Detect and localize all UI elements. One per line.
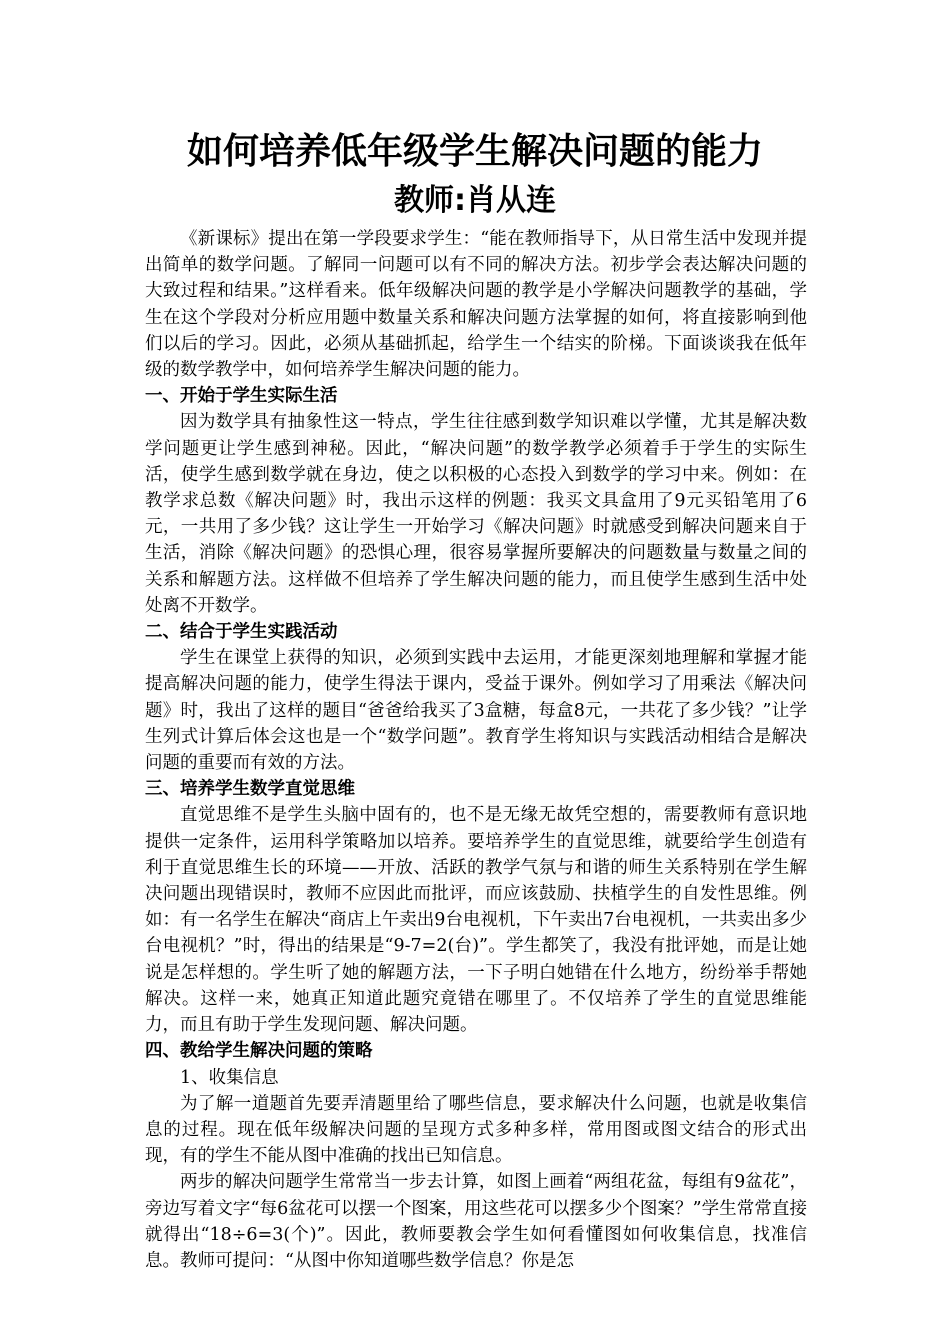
document-body xyxy=(145,226,807,1274)
paragraph: 学生在课堂上获得的知识，必须到实践中去运用，才能更深刻地理解和掌握才能提高解决问题的能力，使学生得法于课内，受益于课外。例如学习了用乘法《解决问题》时，我出了这样的题目“爸爸给我买了3盒糖，每盒8元，一共花了多少钱？”让学生列式计算后体会这也是一个“数学问题”。教育学生将知识与实践活动相结合是解决问题的重要而有效的方法。 xyxy=(145,648,807,774)
section-heading: 二、结合于学生实践活动 xyxy=(145,622,338,643)
paragraph: 因为数学具有抽象性这一特点，学生往往感到数学知识难以学懂，尤其是解决数学问题更让学生感到神秘。因此，“解决问题”的数学教学必须着手于学生的实际生活，使学生感到数学就在身边，使之以积极的心态投入到数学的学习中来。例如：在教学求总数《解决问题》时，我出示这样的例题：我买文具盒用了9元买铅笔用了6元，一共用了多少钱？这让学生一开始学习《解决问题》时就感受到解决问题来自于生活，消除《解决问题》的恐惧心理，很容易掌握所要解决的问题数量与数量之间的关系和解题方法。这样做不但培养了学生解决问题的能力，而且使学生感到生活中处处离不开数学。 xyxy=(145,412,807,616)
subsection-heading: 1、收集信息 xyxy=(180,1067,279,1088)
section-heading: 一、开始于学生实际生活 xyxy=(145,386,338,407)
paragraph: 为了解一道题首先要弄清题里给了哪些信息，要求解决什么问题，也就是收集信息的过程。现在低年级解决问题的呈现方式多种多样，常用图或图文结合的形式出现，有的学生不能从图中准确的找出已知信息。 xyxy=(145,1093,807,1167)
paragraph: 两步的解决问题学生常常当一步去计算，如图上画着“两组花盆，每组有9盆花”，旁边写着文字“每6盆花可以摆一个图案，用这些花可以摆多少个图案？”学生常常直接就得出“18÷6=3(个)”。因此，教师要教会学生如何看懂图如何收集信息，找准信息。教师可提问：“从图中你知道哪些数学信息？你是怎 xyxy=(145,1172,807,1271)
section-heading: 三、培养学生数学直觉思维 xyxy=(145,779,355,800)
document-author: 教师:肖从连 xyxy=(394,183,556,218)
paragraph: 《新课标》提出在第一学段要求学生：“能在教师指导下，从日常生活中发现并提出简单的数学问题。了解同一问题可以有不同的解决方法。初步学会表达解决问题的大致过程和结果。”这样看来。低年级解决问题的教学是小学解决问题教学的基础，学生在这个学段对分析应用题中数量关系和解决问题方法掌握的如何，将直接影响到他们以后的学习。因此，必须从基础抓起，给学生一个结实的阶梯。下面谈谈我在低年级的数学教学中，如何培养学生解决问题的能力。 xyxy=(145,229,807,381)
paragraph: 直觉思维不是学生头脑中固有的，也不是无缘无故凭空想的，需要教师有意识地提供一定条件，运用科学策略加以培养。要培养学生的直觉思维，就要给学生创造有利于直觉思维生长的环境——开放、活跃的教学气氛与和谐的师生关系特别在学生解决问题出现错误时，教师不应因此而批评，而应该鼓励、扶植学生的自发性思维。例如：有一名学生在解决“商店上午卖出9台电视机，下午卖出7台电视机，一共卖出多少台电视机？”时，得出的结果是“9-7=2(台)”。学生都笑了，我没有批评她，而是让她说是怎样想的。学生听了她的解题方法，一下子明白她错在什么地方，纷纷举手帮她解决。这样一来，她真正知道此题究竟错在哪里了。不仅培养了学生的直觉思维能力，而且有助于学生发现问题、解决问题。 xyxy=(145,805,807,1036)
section-heading: 四、教给学生解决问题的策略 xyxy=(145,1041,373,1062)
document-title: 如何培养低年级学生解决问题的能力 xyxy=(186,131,763,172)
